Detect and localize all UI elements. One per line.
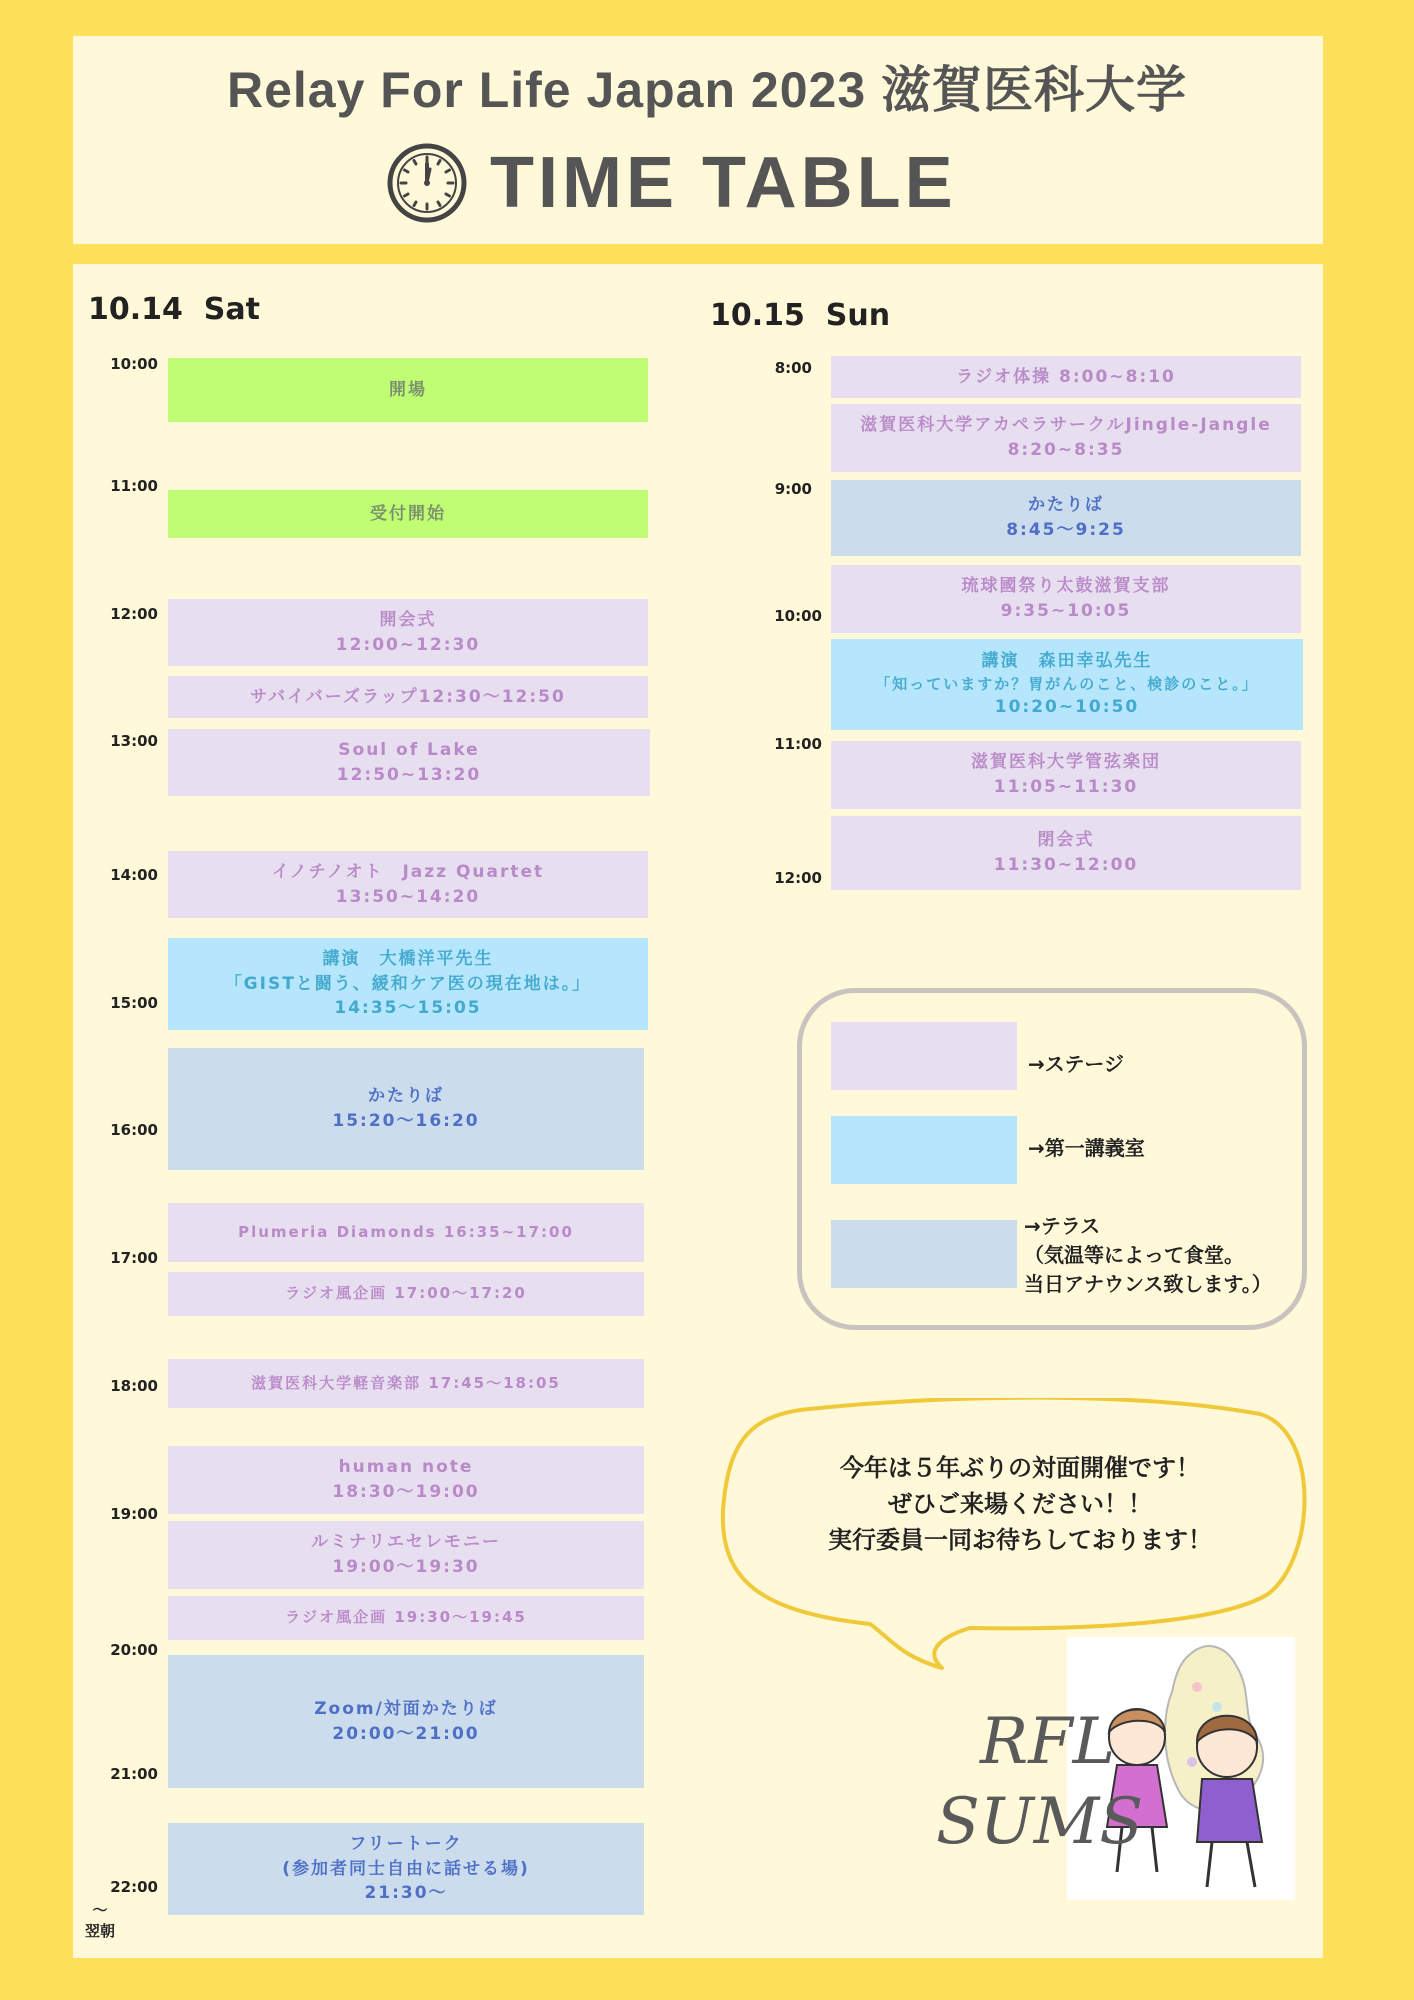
time-label: 18:00 [110, 1377, 158, 1395]
event-opening-ceremony: 開会式 12:00~12:30 [168, 599, 648, 666]
legend-terrace-label [1024, 1212, 1272, 1299]
bubble-message [740, 1450, 1300, 1558]
sun-date: 10.15 Sun [710, 298, 891, 333]
time-label: 翌朝 [84, 1922, 115, 1940]
timetable-title: TIME TABLE [490, 143, 957, 223]
message-line3: 実行委員一同お待ちしております！ [828, 1526, 1212, 1554]
legend-terrace-text: →テラス [1024, 1214, 1101, 1238]
legend-swatch-terrace [831, 1220, 1017, 1288]
logo-sums: SUMS [936, 1785, 1144, 1859]
event-reception: 受付開始 [168, 490, 648, 538]
event-light-music: 滋賀医科大学軽音楽部 17:45〜18:05 [168, 1359, 644, 1408]
legend-terrace-note1: （気温等によって食堂。 [1024, 1243, 1244, 1267]
event-radio-2: ラジオ風企画 19:30〜19:45 [168, 1596, 644, 1640]
event-closing-ceremony: 閉会式 11:30~12:00 [831, 816, 1301, 890]
time-label: 〜 [92, 1901, 108, 1919]
event-luminaria: ルミナリエセレモニー 19:00〜19:30 [168, 1521, 644, 1589]
event-survivors-lap: サバイバーズラップ12:30〜12:50 [168, 676, 648, 718]
message-line1: 今年は５年ぶりの対面開催です！ [840, 1454, 1200, 1482]
page-title: Relay For Life Japan 2023 滋賀医科大学 [226, 62, 1188, 118]
event-plumeria: Plumeria Diamonds 16:35~17:00 [168, 1203, 644, 1262]
legend-lecture-label: →第一講義室 [1028, 1136, 1145, 1160]
time-label: 22:00 [110, 1878, 158, 1896]
event-zoom-kataraba: Zoom/対面かたりば 20:00〜21:00 [168, 1655, 644, 1788]
event-radio-1: ラジオ風企画 17:00〜17:20 [168, 1272, 644, 1316]
event-lecture-ohashi: 講演 大橋洋平先生 「GISTと闘う、緩和ケア医の現在地は。」 14:35〜15:05 [168, 938, 648, 1030]
time-label: 14:00 [110, 866, 158, 884]
event-kataraba-sun: かたりば 8:45〜9:25 [831, 480, 1301, 556]
clock-icon [386, 142, 468, 224]
event-soul-of-lake: Soul of Lake 12:50~13:20 [168, 729, 650, 796]
time-label: 12:00 [774, 869, 822, 887]
time-label: 17:00 [110, 1249, 158, 1267]
event-human-note: human note 18:30〜19:00 [168, 1446, 644, 1514]
logo-rfl: RFL [980, 1705, 1116, 1779]
time-label: 9:00 [774, 480, 812, 498]
time-label: 21:00 [110, 1765, 158, 1783]
event-lecture-morita: 講演 森田幸弘先生 「知っていますか？胃がんのこと、検診のこと。」 10:20~10:50 [831, 639, 1303, 730]
event-radio-exercise: ラジオ体操 8:00~8:10 [831, 356, 1301, 398]
event-free-talk: フリートーク (参加者同士自由に話せる場) 21:30〜 [168, 1823, 644, 1915]
time-label: 20:00 [110, 1641, 158, 1659]
legend-swatch-stage [831, 1022, 1017, 1090]
event-opening: 開場 [168, 358, 648, 422]
time-label: 15:00 [110, 994, 158, 1012]
legend-terrace-note2: 当日アナウンス致します。） [1024, 1272, 1272, 1296]
message-line2: ぜひご来場ください！！ [888, 1490, 1152, 1518]
time-label: 12:00 [110, 605, 158, 623]
event-acappella: 滋賀医科大学アカペラサークルJingle-Jangle 8:20~8:35 [831, 404, 1301, 472]
time-label: 10:00 [774, 607, 822, 625]
time-label: 19:00 [110, 1505, 158, 1523]
time-label: 10:00 [110, 355, 158, 373]
event-ryukyu-taiko: 琉球國祭り太鼓滋賀支部 9:35~10:05 [831, 565, 1301, 633]
event-orchestra: 滋賀医科大学管弦楽団 11:05~11:30 [831, 741, 1301, 809]
time-label: 16:00 [110, 1121, 158, 1139]
legend-swatch-lecture [831, 1116, 1017, 1184]
time-label: 11:00 [774, 735, 822, 753]
time-label: 11:00 [110, 477, 158, 495]
event-jazz-quartet: イノチノオト Jazz Quartet 13:50~14:20 [168, 851, 648, 918]
time-label: 8:00 [774, 359, 812, 377]
time-label: 13:00 [110, 732, 158, 750]
event-kataraba-sat: かたりば 15:20〜16:20 [168, 1048, 644, 1170]
legend-stage-label: →ステージ [1028, 1052, 1124, 1076]
sat-date: 10.14 Sat [88, 292, 260, 327]
